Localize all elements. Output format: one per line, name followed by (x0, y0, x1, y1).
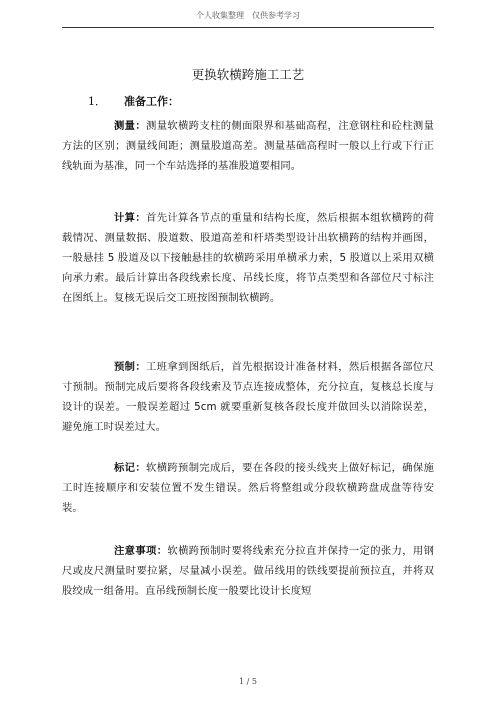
paragraph-term: 标记： (114, 462, 147, 474)
paragraph-calculate (62, 208, 434, 308)
paragraph-text: 软横跨预制时要将线索充分拉直并保持一定的张力，用钢尺或皮尺测量时要拉紧，尽量减小误差。做吊线用的铁线要提前预拉直，并将双股绞成一组备用。直吊线预制长度一般要比设计长度短 (62, 545, 435, 597)
paragraph-text: 软横跨预制完成后，要在各段的接头线夹上做好标记，确保施工时连接顺序和安装位置不发生错误。然后将整组或分段软横跨盘成盘等待安装。 (62, 462, 434, 514)
paragraph-measure (62, 116, 434, 176)
section-heading (88, 93, 179, 109)
document-title: 更换软横跨施工工艺 (191, 67, 305, 82)
paragraph-text: 测量软横跨支柱的侧面限界和基础高程，注意钢柱和砼柱测量方法的区别；测量线间距；测量股道高差。测量基础高程时一般以上行或下行正线轨面为基准，同一个车站选择的基准股道要相同。 (62, 120, 434, 172)
paragraph-prefab (62, 357, 434, 437)
paragraph-text: 首先计算各节点的重量和结构长度，然后根据本组软横跨的荷载情况、测量数据、股道数、股道高差和杆塔类型设计出软横跨的结构并画图，一般悬挂 5 股道及以下接触悬挂的软横跨采用单横承力索，5 股道以上采用双横向承力索。最后计算出各段线索长度、吊线长度，将节点类型和各部位尺寸标注在图纸上。复核无误后交工班按图预制软横跨。 (62, 212, 434, 304)
paragraph-text: 工班拿到图纸后，首先根据设计准备材料，然后根据各部位尺寸预制。预制完成后要将各段线索及节点连接成整体，充分拉直，复核总长度与设计的误差。一般误差超过 5cm 就要重新复核各段长度并做回头以消除误差，避免施工时误差过大。 (62, 361, 434, 433)
paragraph-notes (62, 541, 434, 601)
header-divider (62, 27, 434, 28)
paragraph-term: 预制： (114, 361, 147, 373)
paragraph-marking (62, 458, 434, 518)
section-number: 1． (88, 95, 106, 108)
paragraph-term: 测量： (114, 120, 147, 132)
paragraph-term: 计算： (114, 212, 147, 224)
page-number: 1 / 5 (239, 677, 257, 686)
paragraph-term: 注意事项： (114, 545, 168, 557)
section-label: 准备工作： (124, 95, 179, 108)
header-note: 个人收集整理 仅供参考学习 (196, 11, 300, 20)
